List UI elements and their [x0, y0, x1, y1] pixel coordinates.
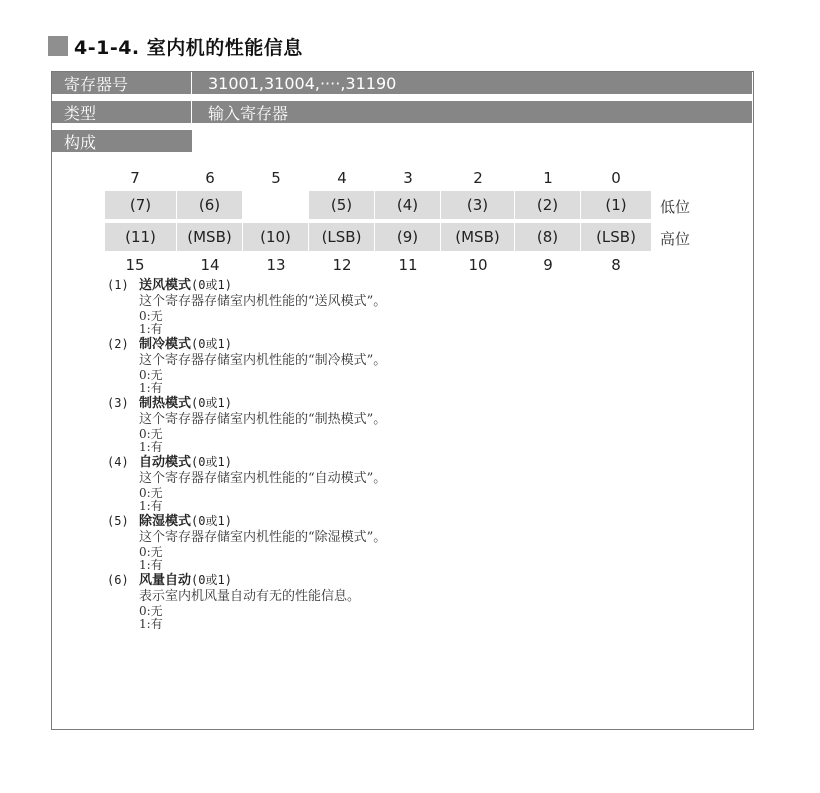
bit-number: 11 — [398, 256, 418, 274]
description-item — [107, 513, 727, 572]
header-row-register — [52, 72, 752, 94]
item-range: (0或1) — [191, 514, 232, 528]
header-row-type — [52, 101, 752, 123]
item-option-0: 0:无 — [139, 604, 163, 618]
item-range: (0或1) — [191, 278, 232, 292]
bit-number: 2 — [473, 169, 483, 187]
bit-cell: (LSB) — [309, 223, 375, 251]
bit-number: 0 — [611, 169, 621, 187]
bit-cell: (10) — [243, 223, 309, 251]
item-number: (3) — [107, 396, 129, 410]
item-range: (0或1) — [191, 396, 232, 410]
item-option-0: 0:无 — [139, 309, 163, 323]
item-description: 这个寄存器存储室内机性能的“自动模式”。 — [139, 471, 387, 486]
bit-cell-empty — [243, 191, 309, 219]
item-option-0: 0:无 — [139, 486, 163, 500]
item-name: 风量自动 — [139, 573, 192, 588]
header-value: 输入寄存器 — [208, 103, 289, 123]
item-option-1: 1:有 — [139, 617, 163, 631]
item-option-1: 1:有 — [139, 322, 163, 336]
header-label: 寄存器号 — [52, 72, 192, 94]
header-label: 构成 — [64, 132, 97, 152]
item-name: 送风模式 — [139, 278, 192, 293]
bit-descriptions — [107, 277, 727, 631]
description-item — [107, 277, 727, 336]
item-range: (0或1) — [191, 455, 232, 469]
bit-number: 8 — [611, 256, 621, 274]
register-panel — [51, 71, 754, 730]
description-item — [107, 454, 727, 513]
low-byte-row — [105, 191, 651, 219]
bit-cell: (9) — [375, 223, 441, 251]
header-row-structure — [52, 130, 192, 152]
bit-number: 3 — [403, 169, 413, 187]
item-option-1: 1:有 — [139, 499, 163, 513]
bit-cell: (MSB) — [441, 223, 515, 251]
item-description: 这个寄存器存储室内机性能的“制热模式”。 — [139, 412, 387, 427]
bit-cell: (3) — [441, 191, 515, 219]
bit-cell: (7) — [105, 191, 177, 219]
bit-number: 7 — [130, 169, 140, 187]
item-description: 这个寄存器存储室内机性能的“送风模式”。 — [139, 294, 387, 309]
bit-cell: (LSB) — [581, 223, 651, 251]
item-range: (0或1) — [191, 573, 232, 587]
bit-number: 15 — [125, 256, 145, 274]
description-item — [107, 395, 727, 454]
item-option-0: 0:无 — [139, 427, 163, 441]
item-option-1: 1:有 — [139, 440, 163, 454]
bit-cell: (1) — [581, 191, 651, 219]
section-heading — [48, 34, 303, 58]
description-item — [107, 572, 727, 631]
high-byte-label: 高位 — [660, 230, 691, 248]
bit-cell: (6) — [177, 191, 243, 219]
low-byte-label: 低位 — [660, 198, 691, 216]
bit-cell: (11) — [105, 223, 177, 251]
high-byte-row — [105, 223, 651, 251]
item-number: (4) — [107, 455, 129, 469]
bit-number: 14 — [200, 256, 220, 274]
bit-cell: (5) — [309, 191, 375, 219]
item-name: 制冷模式 — [139, 337, 192, 352]
item-description: 这个寄存器存储室内机性能的“除湿模式”。 — [139, 530, 387, 545]
description-item — [107, 336, 727, 395]
bit-number: 12 — [332, 256, 352, 274]
item-name: 除湿模式 — [139, 514, 192, 529]
header-label: 类型 — [52, 101, 192, 123]
item-name: 制热模式 — [139, 396, 192, 411]
item-number: (2) — [107, 337, 129, 351]
bit-number: 9 — [543, 256, 553, 274]
bit-number: 4 — [337, 169, 347, 187]
bit-number: 10 — [468, 256, 488, 274]
header-value: 31001,31004,····,31190 — [208, 73, 397, 93]
item-option-1: 1:有 — [139, 381, 163, 395]
item-option-0: 0:无 — [139, 368, 163, 382]
bit-number: 5 — [271, 169, 281, 187]
bit-cell: (8) — [515, 223, 581, 251]
item-range: (0或1) — [191, 337, 232, 351]
heading-square-icon — [48, 36, 68, 56]
bit-number: 13 — [266, 256, 286, 274]
bit-number: 6 — [205, 169, 215, 187]
item-number: (1) — [107, 278, 129, 292]
item-description: 表示室内机风量自动有无的性能信息。 — [139, 589, 361, 604]
bit-cell: (MSB) — [177, 223, 243, 251]
item-option-1: 1:有 — [139, 558, 163, 572]
item-number: (6) — [107, 573, 129, 587]
item-number: (5) — [107, 514, 129, 528]
item-description: 这个寄存器存储室内机性能的“制冷模式”。 — [139, 353, 387, 368]
heading-text: 4-1-4. 室内机的性能信息 — [74, 36, 303, 59]
bit-cell: (4) — [375, 191, 441, 219]
bit-number: 1 — [543, 169, 553, 187]
bit-cell: (2) — [515, 191, 581, 219]
item-name: 自动模式 — [139, 455, 192, 470]
item-option-0: 0:无 — [139, 545, 163, 559]
